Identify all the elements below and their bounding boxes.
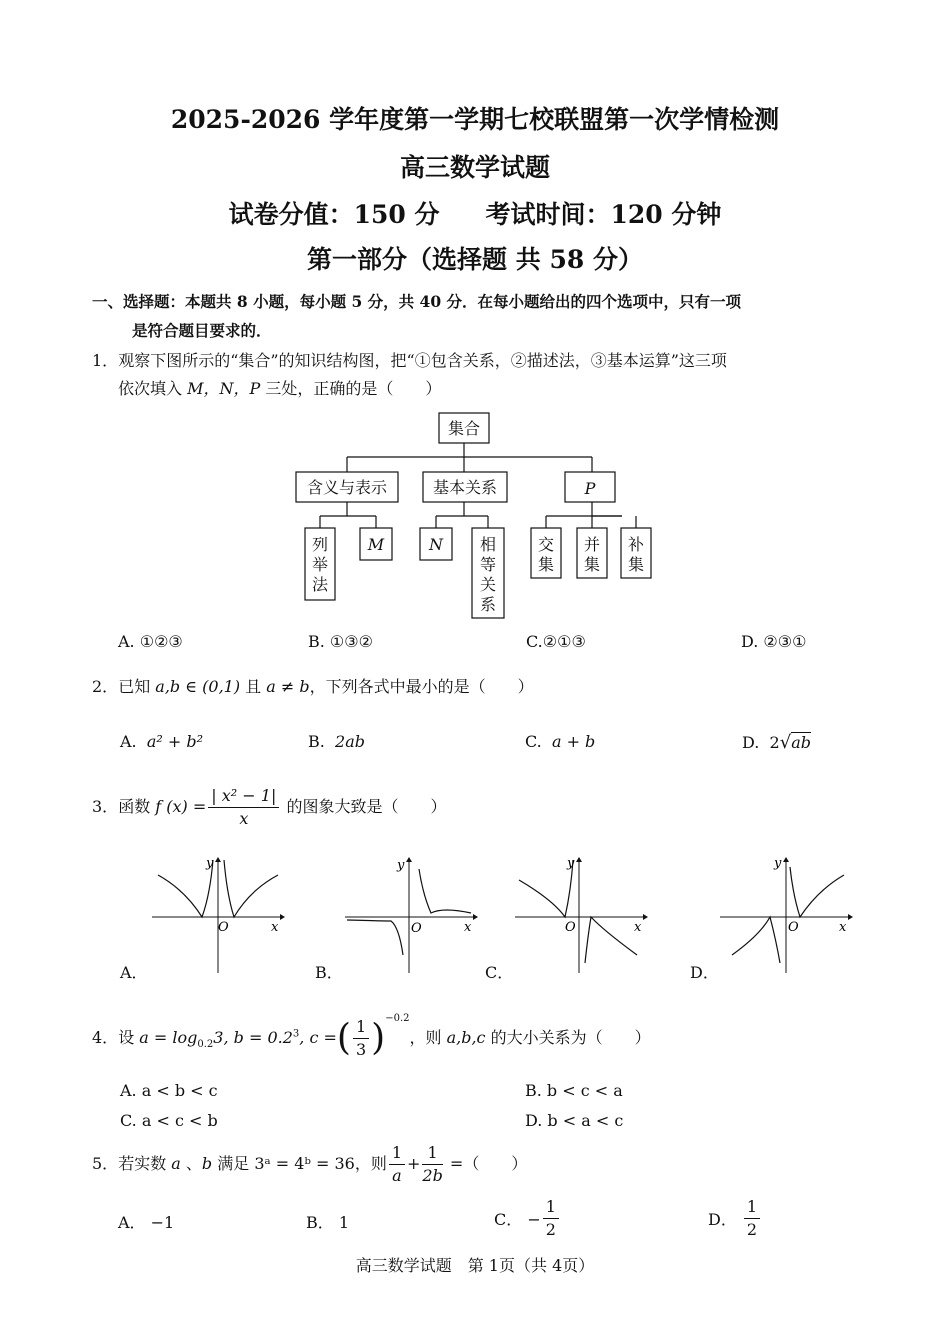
q5-fraction-2 bbox=[422, 1142, 442, 1187]
q2-mid: 且 bbox=[240, 677, 267, 696]
q2-option-b[interactable] bbox=[308, 732, 365, 751]
tree-branch-1: 含义与表示 bbox=[306, 478, 388, 497]
q3-graph-b[interactable] bbox=[343, 855, 478, 975]
q3a-origin: O bbox=[218, 920, 229, 935]
q1-number: 1． bbox=[92, 351, 119, 370]
q4-vars: a,b,c bbox=[446, 1028, 486, 1047]
q5-d-denominator: 2 bbox=[746, 1220, 758, 1239]
q4-expr-b: 3, b = 0.2 bbox=[213, 1028, 293, 1047]
q1-option-c[interactable]: C.②①③ bbox=[526, 632, 586, 651]
q5-post: =（ ） bbox=[444, 1154, 528, 1173]
question-2 bbox=[92, 673, 534, 701]
q3c-x-label: x bbox=[634, 920, 642, 935]
q3b-x-label: x bbox=[464, 920, 472, 935]
q1-option-b[interactable]: B. ①③② bbox=[308, 632, 373, 651]
q5-option-d[interactable] bbox=[708, 1196, 762, 1241]
q4-option-d[interactable]: D. b < a < c bbox=[525, 1111, 624, 1130]
q4-option-a[interactable]: A. a < b < c bbox=[120, 1081, 218, 1100]
tree-leaf-6-c2: 集 bbox=[583, 555, 601, 574]
q5-sep: 、 bbox=[180, 1154, 202, 1173]
q4-option-b[interactable]: B. b < c < a bbox=[525, 1081, 623, 1100]
q3b-y-label: y bbox=[397, 858, 405, 873]
q3-denominator: x bbox=[239, 809, 249, 828]
q5-condition: 3ᵃ = 4ᵇ = 36 bbox=[254, 1154, 355, 1173]
q3-option-d[interactable]: D． bbox=[690, 963, 719, 982]
section-line-2: 是符合题目要求的． bbox=[132, 321, 272, 340]
q2-post: ，下列各式中最小的是（ ） bbox=[309, 677, 534, 696]
q3-fraction bbox=[208, 785, 279, 830]
q5-plus: + bbox=[407, 1154, 421, 1173]
q2-a-label: A. bbox=[120, 732, 137, 751]
right-paren-icon: ) bbox=[371, 1017, 386, 1059]
q3-option-b[interactable]: B． bbox=[315, 963, 343, 982]
q2-condition: a,b ∈ (0,1) bbox=[155, 677, 241, 696]
q4-log-base: 0.2 bbox=[197, 1039, 214, 1051]
q1-text-1: 观察下图所示的“集合”的知识结构图，把“①包含关系，②描述法，③基本运算”这三项 bbox=[118, 351, 727, 370]
q5-f2-denominator: 2b bbox=[422, 1166, 443, 1185]
question-5 bbox=[92, 1142, 527, 1187]
q2-b-label: B. bbox=[308, 732, 325, 751]
q5-option-a[interactable]: A． −1 bbox=[118, 1213, 175, 1232]
q2-c-expr: a + b bbox=[551, 732, 596, 751]
q5-c-numerator: 1 bbox=[543, 1196, 559, 1219]
q2-d-radicand: ab bbox=[791, 733, 811, 752]
q4-fraction bbox=[353, 1016, 369, 1061]
q3a-x-label: x bbox=[271, 920, 279, 935]
q2-d-label: D. bbox=[742, 733, 760, 752]
q5-d-numerator: 1 bbox=[744, 1196, 760, 1219]
q4-post-2: 的大小关系为（ ） bbox=[485, 1028, 651, 1047]
q5-fraction-1 bbox=[389, 1142, 405, 1187]
q2-d-coef: 2 bbox=[769, 733, 780, 752]
q3-pre: 函数 bbox=[118, 797, 156, 816]
q5-c-denominator: 2 bbox=[545, 1220, 556, 1239]
tree-leaf-5-c1: 交 bbox=[537, 535, 555, 554]
q5-f1-numerator: 1 bbox=[389, 1142, 405, 1165]
q3d-y-label: y bbox=[774, 856, 782, 871]
tree-leaf-7 bbox=[614, 516, 654, 582]
tree-branch-3: P bbox=[584, 479, 596, 498]
q3a-y-label: y bbox=[206, 856, 214, 871]
q5-d-fraction bbox=[744, 1196, 760, 1241]
q4-frac-denominator: 3 bbox=[355, 1040, 367, 1059]
q5-var-b: b bbox=[201, 1154, 213, 1173]
exam-title: 2025-2026 学年度第一学期七校联盟第一次学情检测 bbox=[170, 105, 780, 134]
q5-c-label: C． − bbox=[494, 1210, 541, 1229]
q2-b-expr: 2ab bbox=[335, 732, 365, 751]
q1-vars: M，N，P bbox=[187, 379, 261, 398]
score-label: 试卷分值：150 分 bbox=[228, 200, 440, 229]
tree-leaf-6-c1: 并 bbox=[583, 535, 601, 554]
tree-leaf-5-c2: 集 bbox=[537, 555, 555, 574]
q2-option-d[interactable] bbox=[742, 732, 811, 753]
tree-leaf-2: M bbox=[367, 535, 385, 554]
question-3 bbox=[92, 785, 446, 830]
q4-post-1: ，则 bbox=[409, 1028, 447, 1047]
q3-option-a[interactable]: A． bbox=[120, 963, 148, 982]
tree-leaf-1-c1: 列 bbox=[311, 535, 329, 554]
q5-then: ，则 bbox=[354, 1154, 387, 1173]
q5-d-label: D． bbox=[708, 1210, 742, 1229]
time-label: 考试时间：120 分钟 bbox=[485, 200, 722, 229]
q2-neq: a ≠ b bbox=[266, 677, 310, 696]
q2-option-c[interactable] bbox=[525, 732, 595, 751]
tree-leaf-7-c2: 集 bbox=[627, 555, 645, 574]
q3-option-c[interactable]: C． bbox=[485, 963, 514, 982]
q3c-origin: O bbox=[565, 920, 576, 935]
q3-graph-c[interactable] bbox=[513, 855, 648, 975]
q4-expr-a: a = log bbox=[139, 1028, 198, 1047]
q4-frac-numerator: 1 bbox=[353, 1016, 369, 1039]
tree-leaf-1-c3: 法 bbox=[311, 575, 329, 594]
q3-post: 的图象大致是（ ） bbox=[281, 797, 447, 816]
q3c-y-label: y bbox=[567, 856, 575, 871]
tree-leaf-7-c1: 补 bbox=[627, 535, 645, 554]
q3-numerator: | x² − 1| bbox=[208, 785, 279, 808]
q5-var-a: a bbox=[171, 1154, 181, 1173]
q2-pre: 已知 bbox=[118, 677, 156, 696]
q5-pre: 若实数 bbox=[118, 1154, 172, 1173]
q4-pre: 设 bbox=[118, 1028, 140, 1047]
tree-root: 集合 bbox=[447, 419, 481, 438]
q4-option-c[interactable]: C. a < c < b bbox=[120, 1111, 218, 1130]
set-structure-diagram bbox=[292, 410, 622, 620]
q5-option-b[interactable]: B． 1 bbox=[306, 1213, 350, 1232]
q3-graph-d[interactable] bbox=[718, 855, 853, 975]
tree-branch-2: 基本关系 bbox=[432, 478, 498, 497]
q1-text-2a: 依次填入 bbox=[118, 379, 188, 398]
tree-leaf-4-c3: 关 bbox=[479, 575, 497, 594]
section-line-1: 一、选择题：本题共 8 小题，每小题 5 分，共 40 分．在每小题给出的四个选项中，只有一项 bbox=[92, 292, 742, 311]
tree-leaf-4-c1: 相 bbox=[479, 535, 497, 554]
q1-text-2b: 三处，正确的是（ ） bbox=[260, 379, 442, 398]
question-4 bbox=[92, 1005, 651, 1061]
q1-option-d[interactable]: D. ②③① bbox=[741, 632, 807, 651]
q3d-x-label: x bbox=[839, 920, 847, 935]
q3-lhs: f (x) = bbox=[155, 797, 207, 816]
exam-info bbox=[0, 195, 950, 231]
q3b-origin: O bbox=[411, 921, 422, 936]
q2-number: 2． bbox=[92, 677, 119, 696]
q4-exp-b: 3 bbox=[292, 1028, 300, 1040]
q3d-origin: O bbox=[788, 920, 799, 935]
exam-subtitle: 高三数学试题 bbox=[399, 153, 550, 182]
part-label: 第一部分（选择题 共 58 分） bbox=[307, 245, 643, 274]
section-instructions bbox=[92, 287, 872, 345]
tree-leaf-3: N bbox=[429, 535, 443, 554]
q5-mid: 满足 bbox=[212, 1154, 255, 1173]
q5-number: 5． bbox=[92, 1154, 119, 1173]
left-paren-icon: ( bbox=[336, 1017, 351, 1059]
q3-number: 3． bbox=[92, 797, 119, 816]
tree-leaf-1-c2: 举 bbox=[311, 555, 329, 574]
q1-option-a[interactable]: A. ①②③ bbox=[118, 632, 183, 651]
q3-graph-a[interactable] bbox=[150, 855, 285, 975]
q2-a-expr: a² + b² bbox=[146, 732, 203, 751]
tree-leaf-4-c4: 系 bbox=[479, 595, 497, 614]
tree-leaf-4-c2: 等 bbox=[479, 555, 497, 574]
q2-option-a[interactable] bbox=[120, 732, 203, 751]
q4-expr-c: , c = bbox=[299, 1028, 337, 1047]
q4-exp-c: −0.2 bbox=[385, 1013, 410, 1024]
q5-f2-numerator: 1 bbox=[422, 1142, 442, 1165]
q5-option-c[interactable] bbox=[494, 1196, 561, 1241]
page-footer: 高三数学试题 第 1页（共 4页） bbox=[355, 1256, 595, 1275]
q2-c-label: C. bbox=[525, 732, 542, 751]
q4-number: 4． bbox=[92, 1028, 119, 1047]
question-1 bbox=[92, 347, 882, 403]
q5-f1-denominator: a bbox=[392, 1166, 402, 1185]
q5-c-fraction bbox=[543, 1196, 559, 1241]
sqrt-icon: √ bbox=[779, 732, 792, 753]
